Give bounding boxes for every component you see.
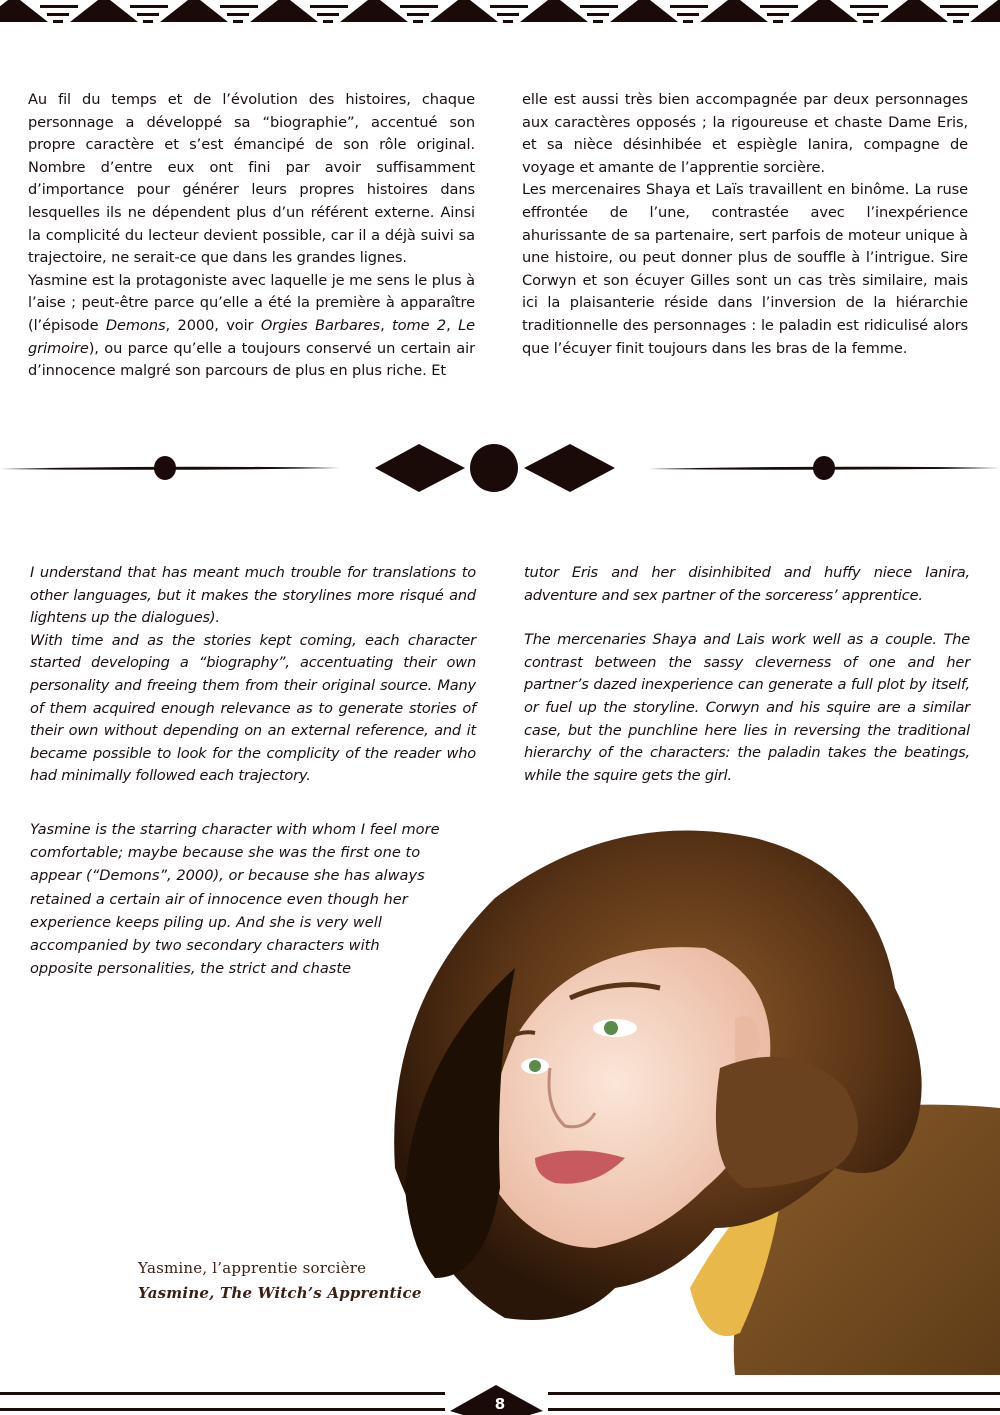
- border-triangle: [880, 0, 948, 22]
- border-bar: [587, 13, 609, 16]
- text-line: opposite personalities, the strict and chaste: [30, 960, 352, 978]
- text-run: ,: [380, 316, 393, 334]
- english-paragraph: tutor Eris and her disinhibited and huffy niece Ianira, adventure and sex partner of the sorceress’ apprentice.: [524, 564, 970, 604]
- border-bar: [40, 5, 78, 8]
- text-line: experience keeps piling up. And she is very well: [30, 913, 382, 931]
- border-bar: [137, 13, 159, 16]
- border-bar: [47, 13, 69, 16]
- divider-dot-right: [813, 456, 835, 480]
- border-bar: [857, 13, 879, 16]
- french-paragraph-yasmine: [28, 270, 475, 383]
- text-run: ), ou parce qu’elle a toujours conservé un certain air d’innocence malgré son parcours de plus en plus riche. Et: [28, 339, 475, 380]
- english-paragraph: With time and as the stories kept coming, each character started developing a “biography”, accentuating their own personality and freeing them from their original source. Many of them acquired enough relevance as to generate stories of their own without depending on an external reference, and it became possible to look for the complicity of the reader who had minimally followed each trajectory.: [30, 631, 476, 785]
- border-bar: [400, 5, 438, 8]
- border-bar: [220, 5, 258, 8]
- text-line: accompanied by two secondary characters with: [30, 937, 380, 955]
- border-bar: [227, 13, 249, 16]
- border-triangle: [520, 0, 588, 22]
- border-bar: [323, 20, 333, 23]
- title-le-grimoire: Le grimoire: [28, 316, 476, 357]
- caption-english: Yasmine, The Witch’s Apprentice: [138, 1284, 422, 1302]
- yasmine-portrait-illustration: [375, 808, 1000, 1375]
- title-demons: Demons: [105, 316, 166, 334]
- caption-french: Yasmine, l’apprentie sorcière: [138, 1259, 367, 1277]
- text-run: ,: [446, 316, 459, 334]
- border-bar: [310, 5, 348, 8]
- border-bar: [490, 5, 528, 8]
- border-triangle: [340, 0, 408, 22]
- border-bar: [497, 13, 519, 16]
- border-bar: [143, 20, 153, 23]
- divider-diamond-left: [375, 444, 465, 492]
- border-bar: [863, 20, 873, 23]
- footer-rule-left-top: [0, 1392, 445, 1395]
- border-bar: [760, 5, 798, 8]
- iris: [604, 1021, 618, 1035]
- border-triangle: [0, 0, 48, 22]
- french-text-column-left: [28, 89, 475, 383]
- border-bar: [773, 20, 783, 23]
- text-line: appear (“Demons”, 2000), or because she has always: [30, 867, 425, 885]
- top-ornamental-border: [0, 0, 1000, 24]
- text-line: Yasmine is the starring character with whom I feel more: [30, 821, 440, 838]
- french-paragraph: Les mercenaires Shaya et Laïs travaillent en binôme. La ruse effrontée de l’une, contrastée avec l’inexpérience ahurissante de sa partenaire, sert parfois de moteur unique à une histoire, ou peut donner plus de souffle à l’intrigue. Sire Corwyn et son écuyer Gilles sont un cas très similaire, mais ici la plaisanterie réside dans l’inversion de la hiérarchie traditionnelle des personnages : le paladin est ridiculisé alors que l’écuyer finit toujours dans les bras de la femme.: [522, 181, 968, 357]
- french-paragraph: Au fil du temps et de l’évolution des histoires, chaque personnage a développé sa “biographie”, accentué son propre caractère et s’est émancipé de son rôle original. Nombre d’entre eux ont fini par avoir suffisamment d’importance pour générer leurs propres histoires dans lesquelles ils ne dépendent plus d’un référent externe. Ainsi la complicité du lecteur devient possible, car il a déjà suivi sa trajectoire, ne serait-ce que dans les grandes lignes.: [28, 91, 475, 267]
- french-text-column-right: [522, 89, 968, 360]
- border-bar: [940, 5, 978, 8]
- english-text-column-left: [30, 562, 476, 788]
- border-bar: [677, 13, 699, 16]
- footer-rule-right-top: [548, 1392, 1000, 1395]
- page-number: 8: [494, 1395, 506, 1413]
- title-orgies-barbares: Orgies Barbares: [260, 316, 381, 334]
- border-bar: [580, 5, 618, 8]
- english-text-column-right: [524, 562, 970, 787]
- border-triangle: [790, 0, 858, 22]
- title-tome: tome 2: [392, 316, 447, 334]
- divider-dot-left: [154, 456, 176, 480]
- english-paragraph: The mercenaries Shaya and Lais work well as a couple. The contrast between the sassy cleverness of one and her partner’s dazed inexperience can generate a full plot by itself, or fuel up the storyline. Corwyn and his squire are a similar case, but the punchline here lies in reversing the traditional hierarchy of the characters: the paladin takes the beatings, while the squire gets the girl.: [524, 631, 970, 784]
- divider-diamond-right: [524, 444, 615, 492]
- border-triangle: [430, 0, 498, 22]
- border-bar: [317, 13, 339, 16]
- border-triangle: [250, 0, 318, 22]
- paragraph-gap: [524, 607, 970, 629]
- border-bar: [683, 20, 693, 23]
- border-bar: [503, 20, 513, 23]
- border-bar: [233, 20, 243, 23]
- footer-rule-right-bottom: [548, 1408, 1000, 1411]
- footer-rule-left-bottom: [0, 1408, 445, 1411]
- iris: [529, 1060, 541, 1072]
- border-bar: [767, 13, 789, 16]
- border-bar: [947, 13, 969, 16]
- border-bar: [413, 20, 423, 23]
- section-divider-ornament: [0, 420, 1000, 495]
- english-paragraph: I understand that has meant much trouble for translations to other languages, but it makes the storylines more risqué and lightens up the dialogues).: [30, 564, 476, 627]
- divider-center-oval: [470, 444, 518, 492]
- border-triangle: [970, 0, 1000, 22]
- text-run: Yasmine est la protagoniste avec laquelle je me sens le plus à l’aise ; peut-être parce qu’elle a été la première à apparaître (l’épisode: [28, 271, 475, 334]
- border-triangle: [70, 0, 138, 22]
- border-triangle: [610, 0, 678, 22]
- text-run: , 2000, voir: [165, 316, 261, 334]
- text-line: retained a certain air of innocence even though her: [30, 890, 408, 908]
- border-bar: [953, 20, 963, 23]
- border-bar: [130, 5, 168, 8]
- border-bar: [670, 5, 708, 8]
- illustration-caption: [138, 1256, 422, 1306]
- border-triangle: [160, 0, 228, 22]
- border-bar: [53, 20, 63, 23]
- french-paragraph: elle est aussi très bien accompagnée par deux personnages aux caractères opposés ; la rigoureuse et chaste Dame Eris, et sa nièce désinhibée et espiègle Ianira, compagne de voyage et amante de l’apprentie sorcière.: [522, 91, 968, 176]
- border-bar: [593, 20, 603, 23]
- text-line: comfortable; maybe because she was the first one to: [30, 844, 421, 862]
- border-bar: [407, 13, 429, 16]
- border-triangle: [700, 0, 768, 22]
- border-bar: [850, 5, 888, 8]
